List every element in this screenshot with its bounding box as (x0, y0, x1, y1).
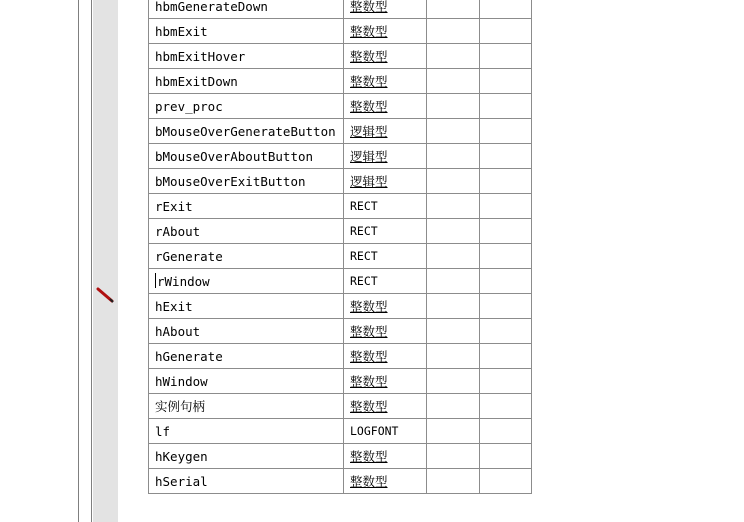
variable-type-cell[interactable]: 整数型 (344, 44, 427, 69)
pencil-icon (96, 284, 116, 304)
variable-array-cell[interactable] (427, 244, 480, 269)
variable-name-text: rExit (155, 198, 193, 214)
variable-name-cell[interactable] (149, 419, 344, 444)
variable-table (148, 0, 532, 494)
table-row[interactable] (149, 219, 532, 244)
variable-name-text: rGenerate (155, 248, 223, 264)
table-row[interactable] (149, 294, 532, 319)
table-row[interactable] (149, 19, 532, 44)
variable-name-text: bMouseOverAboutButton (155, 148, 314, 164)
variable-remark-cell[interactable] (480, 394, 532, 419)
variable-name-cell[interactable] (149, 294, 344, 319)
variable-type-cell[interactable]: RECT (344, 194, 427, 219)
variable-name-cell[interactable] (149, 319, 344, 344)
variable-name-cell[interactable] (149, 194, 344, 219)
variable-remark-cell[interactable] (480, 319, 532, 344)
table-row[interactable] (149, 244, 532, 269)
variable-array-cell[interactable] (427, 169, 480, 194)
variable-array-cell[interactable] (427, 469, 480, 494)
table-row[interactable] (149, 419, 532, 444)
table-row[interactable] (149, 69, 532, 94)
variable-array-cell[interactable] (427, 19, 480, 44)
variable-remark-cell[interactable] (480, 469, 532, 494)
variable-array-cell[interactable] (427, 294, 480, 319)
table-row[interactable] (149, 369, 532, 394)
variable-name-text: rWindow (157, 274, 210, 289)
variable-name-text: prev_proc (155, 98, 223, 114)
table-row[interactable] (149, 394, 532, 419)
variable-type-cell[interactable]: 整数型 (344, 394, 427, 419)
variable-array-cell[interactable] (427, 419, 480, 444)
variable-type-cell[interactable]: 整数型 (344, 94, 427, 119)
table-row[interactable] (149, 344, 532, 369)
gutter-separator-line (91, 0, 92, 522)
variable-name-cell[interactable] (149, 269, 344, 294)
variable-remark-cell[interactable] (480, 19, 532, 44)
variable-remark-cell[interactable] (480, 169, 532, 194)
variable-name-cell[interactable] (149, 69, 344, 94)
variable-array-cell[interactable] (427, 119, 480, 144)
variable-name-text: hbmExit (155, 23, 208, 39)
variable-type-cell[interactable]: 整数型 (344, 0, 427, 19)
variable-array-cell[interactable] (427, 44, 480, 69)
table-row[interactable] (149, 144, 532, 169)
variable-name-text: bMouseOverExitButton (155, 173, 306, 189)
table-row[interactable] (149, 169, 532, 194)
variable-type-cell[interactable]: 逻辑型 (344, 119, 427, 144)
table-row[interactable] (149, 469, 532, 494)
variable-name-cell[interactable] (149, 94, 344, 119)
left-border-line (78, 0, 79, 522)
variable-name-cell[interactable] (149, 369, 344, 394)
variable-remark-cell[interactable] (480, 94, 532, 119)
table-row[interactable] (149, 119, 532, 144)
variable-remark-cell[interactable] (480, 244, 532, 269)
editor-gutter (93, 0, 118, 522)
variable-name-text: hExit (155, 298, 193, 314)
variable-array-cell[interactable] (427, 219, 480, 244)
variable-name-cell[interactable] (149, 344, 344, 369)
variable-name-text: hbmExitHover (155, 48, 246, 64)
variable-array-cell[interactable] (427, 319, 480, 344)
variable-name-cell[interactable] (149, 394, 344, 419)
variable-type-cell[interactable]: 逻辑型 (344, 144, 427, 169)
variable-name-cell[interactable] (149, 469, 344, 494)
table-row[interactable] (149, 194, 532, 219)
variable-array-cell[interactable] (427, 369, 480, 394)
variable-remark-cell[interactable] (480, 219, 532, 244)
variable-remark-cell[interactable] (480, 144, 532, 169)
text-caret (155, 273, 156, 288)
variable-type-cell[interactable]: 整数型 (344, 69, 427, 94)
variable-name-text: hSerial (155, 473, 208, 489)
variable-name-text: hbmExitDown (155, 73, 238, 89)
variable-type-cell[interactable]: LOGFONT (344, 419, 427, 444)
variable-remark-cell[interactable] (480, 344, 532, 369)
variable-name-cell[interactable] (149, 0, 344, 19)
variable-type-cell[interactable]: 整数型 (344, 469, 427, 494)
variable-array-cell[interactable] (427, 69, 480, 94)
variable-remark-cell[interactable] (480, 119, 532, 144)
variable-remark-cell[interactable] (480, 419, 532, 444)
variable-name-text: rAbout (155, 223, 201, 239)
variable-type-cell[interactable]: RECT (344, 219, 427, 244)
variable-type-cell[interactable]: 逻辑型 (344, 169, 427, 194)
variable-name-text: hAbout (155, 323, 201, 339)
variable-name-cell[interactable] (149, 19, 344, 44)
variable-name-cell[interactable] (149, 119, 344, 144)
variable-name-text: lf (155, 423, 171, 439)
variable-name-cell[interactable] (149, 169, 344, 194)
variable-remark-cell[interactable] (480, 269, 532, 294)
variable-remark-cell[interactable] (480, 294, 532, 319)
variable-array-cell[interactable] (427, 0, 480, 19)
variable-name-text: hWindow (155, 373, 208, 389)
variable-name-cell[interactable] (149, 144, 344, 169)
variable-remark-cell[interactable] (480, 0, 532, 19)
variable-type-cell[interactable]: 整数型 (344, 444, 427, 469)
variable-type-cell[interactable]: 整数型 (344, 19, 427, 44)
variable-remark-cell[interactable] (480, 69, 532, 94)
table-row[interactable] (149, 44, 532, 69)
variable-array-cell[interactable] (427, 444, 480, 469)
variable-name-cell[interactable] (149, 219, 344, 244)
variable-name-cell[interactable] (149, 444, 344, 469)
variable-array-cell[interactable] (427, 269, 480, 294)
variable-array-cell[interactable] (427, 344, 480, 369)
variable-name-text: hbmGenerateDown (155, 0, 268, 14)
variable-type-cell[interactable]: RECT (344, 244, 427, 269)
variable-array-cell[interactable] (427, 144, 480, 169)
variable-remark-cell[interactable] (480, 44, 532, 69)
variable-name-text: bMouseOverGenerateButton (155, 123, 336, 139)
variable-remark-cell[interactable] (480, 194, 532, 219)
variable-type-cell[interactable]: 整数型 (344, 319, 427, 344)
variable-remark-cell[interactable] (480, 369, 532, 394)
variable-name-text: hGenerate (155, 348, 223, 364)
table-row[interactable] (149, 269, 532, 294)
table-row[interactable] (149, 0, 532, 19)
variable-array-cell[interactable] (427, 394, 480, 419)
table-row[interactable] (149, 319, 532, 344)
variable-type-cell[interactable]: 整数型 (344, 369, 427, 394)
variable-name-cell[interactable] (149, 44, 344, 69)
variable-type-cell[interactable]: 整数型 (344, 344, 427, 369)
variable-name-text: 实例句柄 (155, 399, 206, 414)
variable-name-text: hKeygen (155, 448, 208, 464)
table-row[interactable] (149, 94, 532, 119)
variable-type-cell[interactable]: RECT (344, 269, 427, 294)
table-row[interactable] (149, 444, 532, 469)
variable-array-cell[interactable] (427, 194, 480, 219)
variable-remark-cell[interactable] (480, 444, 532, 469)
variable-name-cell[interactable] (149, 244, 344, 269)
variable-type-cell[interactable]: 整数型 (344, 294, 427, 319)
variable-array-cell[interactable] (427, 94, 480, 119)
